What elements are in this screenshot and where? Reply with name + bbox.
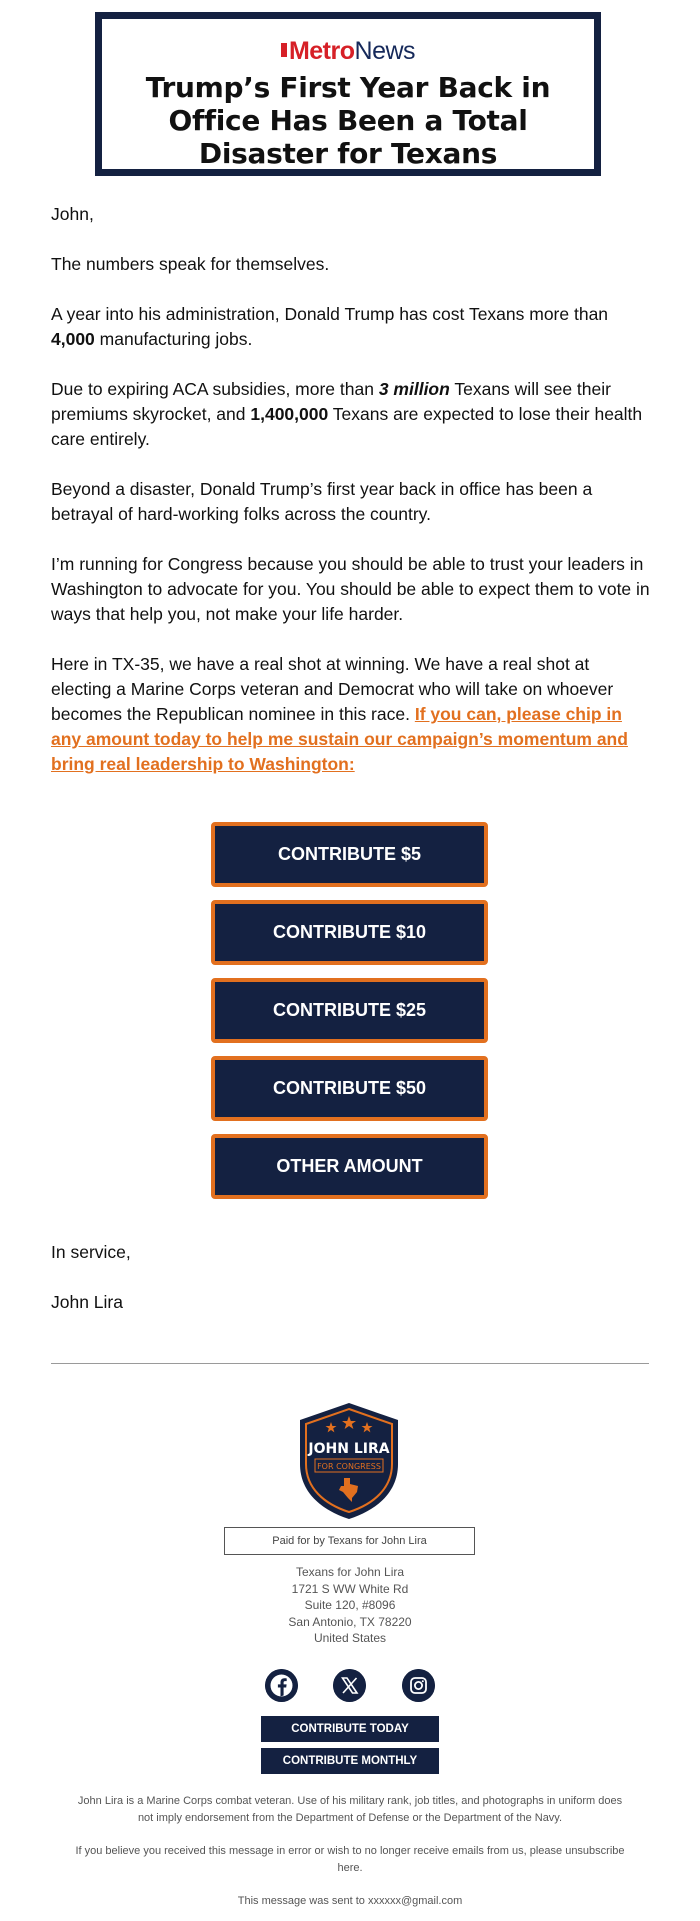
- sent-to-line: This message was sent to xxxxxx@gmail.com: [237, 1895, 463, 1907]
- facebook-icon[interactable]: [265, 1669, 298, 1702]
- paragraph-1: The numbers speak for themselves.: [51, 254, 330, 274]
- logo-subtitle: FOR CONGRESS: [317, 1462, 381, 1471]
- banner-headline: Trump’s First Year Back in Office Has Been a Total Disaster for Texans: [145, 71, 551, 170]
- contribute-5-button[interactable]: CONTRIBUTE $5: [211, 822, 488, 887]
- jobs-figure: 4,000: [51, 329, 95, 349]
- x-icon[interactable]: [333, 1669, 366, 1702]
- contribute-25-button[interactable]: CONTRIBUTE $25: [211, 978, 488, 1043]
- paragraph-6: Here in TX-35, we have a real shot at winning. We have a real shot at electing a Marine Corps veteran and Democrat who will take on whoever becomes the Republican nominee in this race. If you can, please chip in any amount today to help me sustain our campaign’s momentum and bring real leadership to Washington:: [51, 654, 628, 774]
- instagram-icon[interactable]: [402, 1669, 435, 1702]
- paragraph-2: A year into his administration, Donald Trump has cost Texans more than 4,000 manufacturing jobs.: [51, 304, 609, 349]
- coverage-figure: 1,400,000: [250, 404, 329, 424]
- signature-name: John Lira: [51, 1292, 123, 1312]
- closing: In service,: [51, 1242, 131, 1262]
- logo-name: JOHN LIRA: [308, 1441, 390, 1457]
- contribute-10-button[interactable]: CONTRIBUTE $10: [211, 900, 488, 965]
- mailing-address: Texans for John Lira 1721 S WW White Rd Suite 120, #8096 San Antonio, TX 78220 United States: [288, 1565, 412, 1645]
- news-banner: [95, 12, 601, 176]
- premiums-figure: 3 million: [378, 379, 450, 399]
- chip-in-link[interactable]: If you can, please chip in any amount today to help me sustain our campaign’s momentum and bring real leadership to Washington:: [51, 704, 628, 774]
- email-body: [51, 202, 651, 802]
- recipient-email: xxxxxx@gmail.com: [367, 1895, 463, 1907]
- contribute-monthly-button[interactable]: CONTRIBUTE MONTHLY: [261, 1748, 439, 1774]
- unsubscribe-text[interactable]: If you believe you received this message in error or wish to no longer receive emails from us, please unsubscribe here.: [75, 1845, 625, 1874]
- greeting: John,: [51, 204, 94, 224]
- contribute-buttons: [211, 822, 488, 1212]
- campaign-shield-logo: [297, 1400, 401, 1522]
- metronews-logo: MetroNews: [102, 37, 594, 65]
- paid-for-box: Paid for by Texans for John Lira: [224, 1527, 475, 1555]
- signoff: [51, 1240, 131, 1340]
- disclaimer: John Lira is a Marine Corps combat veteran. Use of his military rank, job titles, and photographs in uniform does not imply endorsement from the Department of Defense or the Department of the Navy.: [77, 1795, 623, 1824]
- paragraph-4: Beyond a disaster, Donald Trump’s first year back in office has been a betrayal of hard-working folks across the country.: [51, 479, 593, 524]
- paragraph-5: I’m running for Congress because you should be able to trust your leaders in Washington to advocate for you. You should be able to expect them to vote in ways that help you, not make your life harder.: [51, 554, 650, 624]
- logo-mark-icon: [281, 43, 287, 57]
- contribute-today-button[interactable]: CONTRIBUTE TODAY: [261, 1716, 439, 1742]
- other-amount-button[interactable]: OTHER AMOUNT: [211, 1134, 488, 1199]
- contribute-50-button[interactable]: CONTRIBUTE $50: [211, 1056, 488, 1121]
- paragraph-3: Due to expiring ACA subsidies, more than 3 million Texans will see their premiums skyrocket, and 1,400,000 Texans are expected to lose their health care entirely.: [51, 379, 643, 449]
- divider: [51, 1363, 649, 1364]
